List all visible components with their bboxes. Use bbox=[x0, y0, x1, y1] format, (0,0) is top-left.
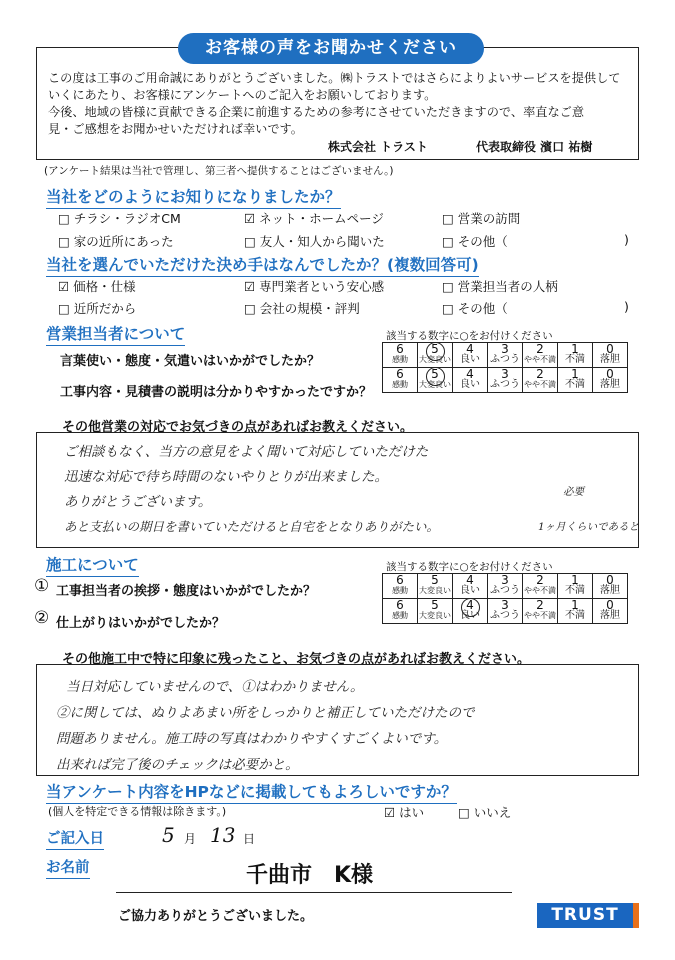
construction-mark-1: ① bbox=[34, 576, 50, 596]
q1-option-flyer[interactable]: □ チラシ・ラジオCM bbox=[58, 211, 181, 226]
rating-cell-0[interactable]: 0 落胆 bbox=[593, 343, 628, 368]
sales-comment-line: ご相談もなく、当方の意見をよく聞いて対応していただけた bbox=[64, 444, 429, 460]
construction-question-1: 工事担当者の挨拶・態度はいかがでしたか？ bbox=[56, 584, 317, 599]
name-value[interactable]: 千曲市 K様 bbox=[246, 863, 374, 888]
date-month-unit: 月 bbox=[184, 832, 197, 846]
rating-row-2 bbox=[383, 368, 628, 393]
company-name: 株式会社 トラスト bbox=[328, 140, 428, 154]
rating-cell-5[interactable]: 5 大変良い bbox=[418, 368, 453, 393]
rating-cell-0[interactable]: 0 落胆 bbox=[593, 368, 628, 393]
rating-cell-5[interactable]: 5 大変良い bbox=[418, 574, 453, 599]
privacy-note: (アンケート結果は当社で管理し、第三者へ提供することはございません。) bbox=[44, 165, 394, 177]
rating-cell-2[interactable]: 2 やや不満 bbox=[523, 574, 558, 599]
sales-question-2: 工事内容・見積書の説明は分かりやすかったですか？ bbox=[60, 385, 373, 400]
publish-title: 当アンケート内容をHPなどに掲載してもよろしいですか？ bbox=[46, 780, 457, 804]
rating-cell-4[interactable]: 4 良い bbox=[453, 343, 488, 368]
q2-option-other[interactable]: □ その他（ bbox=[442, 301, 508, 316]
rating-cell-3[interactable]: 3 ふつう bbox=[488, 343, 523, 368]
q1-option-nearby[interactable]: □ 家の近所にあった bbox=[58, 234, 174, 249]
construction-comment-line: 問題ありません。施工時の写真はわかりやすくすごくよいです。 bbox=[56, 731, 448, 747]
rating-row-2 bbox=[383, 599, 628, 624]
publish-yes-checkbox[interactable]: ☑ はい bbox=[384, 805, 425, 820]
rating-cell-3[interactable]: 3 ふつう bbox=[488, 574, 523, 599]
sales-title: 営業担当者について bbox=[46, 322, 185, 346]
intro-line: いくにあたり、お客様にアンケートへのご記入をお願いしております。 bbox=[48, 88, 437, 102]
rating-row-1 bbox=[383, 343, 628, 368]
rating-cell-4[interactable]: 4 良い bbox=[453, 599, 488, 624]
sales-comment-line: ありがとうございます。 bbox=[64, 494, 212, 510]
trust-logo: TRUST bbox=[537, 903, 633, 928]
rating-cell-4[interactable]: 4 良い bbox=[453, 574, 488, 599]
name-underline bbox=[116, 892, 512, 893]
q2-option-price[interactable]: ☑ 価格・仕様 bbox=[58, 279, 136, 294]
rating-cell-0[interactable]: 0 落胆 bbox=[593, 599, 628, 624]
construction-rating-note: 該当する数字に○をお付けください bbox=[386, 561, 553, 573]
date-month-value[interactable]: 5 bbox=[162, 823, 175, 847]
name-label: お名前 bbox=[46, 856, 90, 879]
q2-option-specialist[interactable]: ☑ 専門業者という安心感 bbox=[244, 279, 385, 294]
sales-comment-line: 迅速な対応で待ち時間のないやりとりが出来ました。 bbox=[64, 469, 388, 485]
q1-option-visit[interactable]: □ 営業の訪問 bbox=[442, 211, 521, 226]
rating-cell-3[interactable]: 3 ふつう bbox=[488, 599, 523, 624]
publish-no-checkbox[interactable]: □ いいえ bbox=[458, 805, 512, 820]
sales-rating-note: 該当する数字に○をお付けください bbox=[386, 330, 553, 342]
rating-cell-1[interactable]: 1 不満 bbox=[558, 599, 593, 624]
intro-line: 今後、地域の皆様に貢献できる企業に前進するための参考にさせていただきますので、率直なご意 bbox=[48, 105, 585, 119]
rating-cell-5[interactable]: 5 大変良い bbox=[418, 599, 453, 624]
intro-text bbox=[48, 70, 633, 138]
construction-rating-table bbox=[382, 573, 628, 624]
rating-cell-2[interactable]: 2 やや不満 bbox=[523, 368, 558, 393]
q2-option-reputation[interactable]: □ 会社の規模・評判 bbox=[244, 301, 360, 316]
rating-row-1 bbox=[383, 574, 628, 599]
construction-comment-line: 出来れば完了後のチェックは必要かと。 bbox=[56, 757, 299, 773]
logo-accent bbox=[633, 903, 639, 928]
rating-cell-5[interactable]: 5 大変良い bbox=[418, 343, 453, 368]
construction-mark-2: ② bbox=[34, 608, 50, 628]
construction-question-2: 仕上がりはいかがでしたか？ bbox=[56, 616, 226, 631]
rating-cell-6[interactable]: 6 感動 bbox=[383, 599, 418, 624]
rating-cell-1[interactable]: 1 不満 bbox=[558, 343, 593, 368]
ceo-name: 代表取締役 濱口 祐樹 bbox=[476, 140, 593, 154]
q2-other-close: ) bbox=[624, 299, 629, 314]
thanks-text: ご協力ありがとうございました。 bbox=[118, 909, 314, 924]
q1-option-web[interactable]: ☑ ネット・ホームページ bbox=[244, 211, 384, 226]
sales-comment-margin-top: 必要 bbox=[563, 486, 584, 498]
construction-title: 施工について bbox=[46, 553, 139, 577]
rating-cell-2[interactable]: 2 やや不満 bbox=[523, 599, 558, 624]
q2-option-personality[interactable]: □ 営業担当者の人柄 bbox=[442, 279, 558, 294]
q2-option-nearby[interactable]: □ 近所だから bbox=[58, 301, 137, 316]
rating-cell-0[interactable]: 0 落胆 bbox=[593, 574, 628, 599]
selected-circle bbox=[426, 367, 445, 386]
rating-cell-1[interactable]: 1 不満 bbox=[558, 574, 593, 599]
date-day-unit: 日 bbox=[243, 832, 256, 846]
sales-comment-line: あと支払いの期日を書いていただけると自宅をとなりありがたい。 bbox=[64, 519, 440, 534]
selected-circle bbox=[461, 598, 480, 617]
rating-cell-6[interactable]: 6 感動 bbox=[383, 574, 418, 599]
q2-title: 当社を選んでいただけた決め手はなんでしたか？(複数回答可) bbox=[46, 253, 479, 277]
publish-note: (個人を特定できる情報は除きます。) bbox=[48, 805, 227, 818]
sales-rating-table bbox=[382, 342, 628, 393]
construction-comment-line: 当日対応していませんので、①はわかりません。 bbox=[66, 679, 364, 695]
intro-line: 見・ご感想をお聞かせいただければ幸いです。 bbox=[48, 122, 303, 136]
construction-comment-line: ②に関しては、ぬりよあまい所をしっかりと補正していただけたので bbox=[56, 705, 475, 721]
q1-option-friend[interactable]: □ 友人・知人から聞いた bbox=[244, 234, 385, 249]
rating-cell-1[interactable]: 1 不満 bbox=[558, 368, 593, 393]
selected-circle bbox=[426, 342, 445, 361]
rating-cell-6[interactable]: 6 感動 bbox=[383, 368, 418, 393]
rating-cell-3[interactable]: 3 ふつう bbox=[488, 368, 523, 393]
rating-cell-6[interactable]: 6 感動 bbox=[383, 343, 418, 368]
rating-cell-4[interactable]: 4 良い bbox=[453, 368, 488, 393]
date-day-value[interactable]: 13 bbox=[210, 823, 236, 847]
q1-option-other[interactable]: □ その他（ bbox=[442, 234, 508, 249]
q1-title: 当社をどのようにお知りになりましたか？ bbox=[46, 185, 341, 209]
sales-comment-margin: 1ヶ月くらいであると bbox=[538, 521, 640, 533]
construction-comment-prompt: その他施工中で特に印象に残ったこと、お気づきの点があればお教えください。 bbox=[62, 652, 531, 667]
sales-question-1: 言葉使い・態度・気遣いはいかがでしたか？ bbox=[60, 354, 321, 369]
rating-cell-2[interactable]: 2 やや不満 bbox=[523, 343, 558, 368]
intro-line: この度は工事のご用命誠にありがとうございました。㈱トラストではさらによりよいサービスを提供して bbox=[48, 71, 621, 85]
sales-comment-prompt: その他営業の対応でお気づきの点があればお教えください。 bbox=[62, 420, 414, 435]
page-title: お客様の声をお聞かせください bbox=[178, 33, 484, 64]
date-label: ご記入日 bbox=[46, 827, 104, 850]
q1-other-close: ) bbox=[624, 232, 629, 247]
